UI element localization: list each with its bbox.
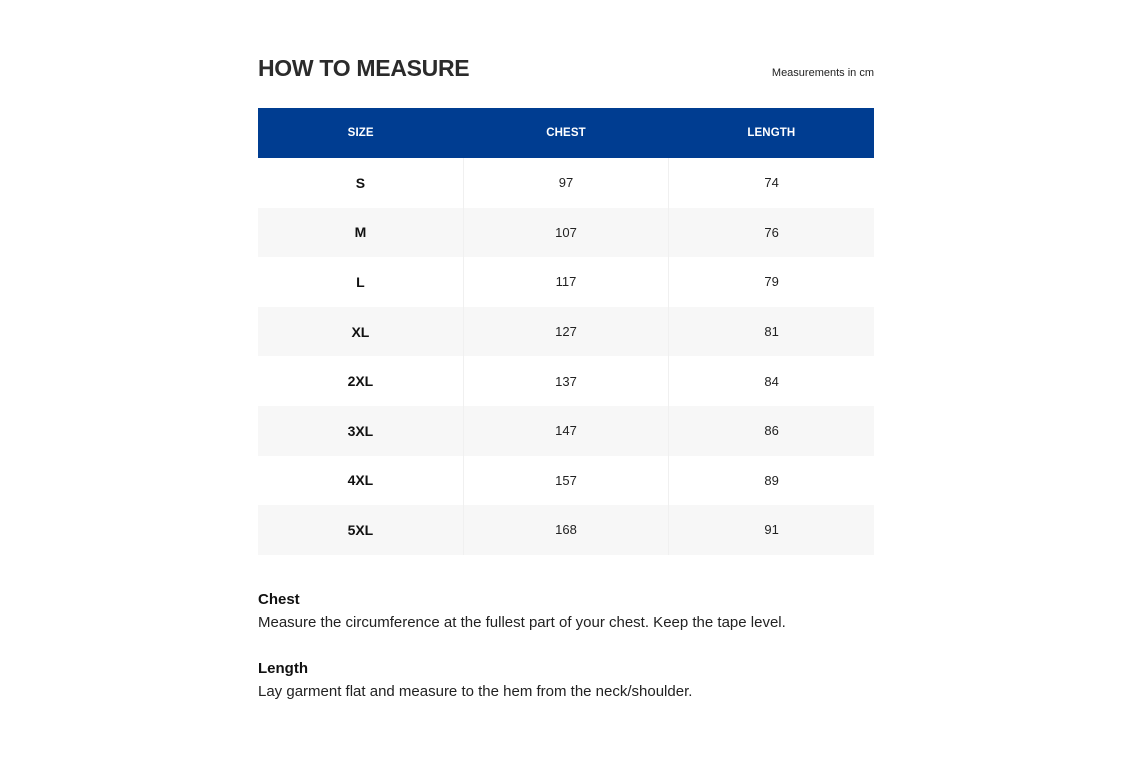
- size-table: [258, 108, 874, 555]
- table-row: [258, 158, 874, 208]
- note-text: Measure the circumference at the fullest part of your chest. Keep the tape level.: [258, 614, 786, 631]
- length-cell: 84: [764, 373, 779, 389]
- chest-cell: 117: [463, 257, 668, 307]
- table-row: [258, 406, 874, 456]
- length-cell: 89: [764, 472, 779, 488]
- table-row: [258, 257, 874, 307]
- note-title: Length: [258, 660, 308, 677]
- size-cell: 3XL: [258, 406, 463, 456]
- chest-cell: 97: [463, 158, 668, 208]
- length-cell: 76: [764, 224, 779, 240]
- table-header-row: [258, 108, 874, 158]
- length-cell: 91: [764, 522, 779, 538]
- table-row: [258, 505, 874, 555]
- size-cell: XL: [258, 307, 463, 357]
- table-row: [258, 456, 874, 506]
- size-cell: 2XL: [258, 356, 463, 406]
- note-title: Chest: [258, 591, 300, 608]
- note-length: [258, 659, 874, 702]
- chest-cell: 107: [463, 208, 668, 258]
- size-cell: 4XL: [258, 456, 463, 506]
- length-cell: 79: [764, 274, 779, 290]
- size-cell: M: [258, 208, 463, 258]
- size-cell: S: [258, 158, 463, 208]
- length-cell: 74: [764, 175, 779, 191]
- chest-cell: 157: [463, 456, 668, 506]
- column-header-size: SIZE: [347, 127, 374, 139]
- size-guide-header: [258, 55, 874, 85]
- units-note: Measurements in cm: [771, 67, 874, 79]
- table-row: [258, 356, 874, 406]
- size-cell: 5XL: [258, 505, 463, 555]
- length-cell: 81: [764, 324, 779, 340]
- chest-cell: 168: [463, 505, 668, 555]
- length-cell: 86: [764, 423, 779, 439]
- chest-cell: 127: [463, 307, 668, 357]
- table-row: [258, 307, 874, 357]
- note-chest: [258, 590, 874, 633]
- table-row: [258, 208, 874, 258]
- page-title: HOW TO MEASURE: [258, 55, 470, 81]
- chest-cell: 137: [463, 356, 668, 406]
- chest-cell: 147: [463, 406, 668, 456]
- measurement-notes: [258, 590, 874, 728]
- column-header-length: LENGTH: [747, 127, 796, 139]
- column-header-chest: CHEST: [546, 127, 586, 139]
- note-text: Lay garment flat and measure to the hem from the neck/shoulder.: [258, 683, 693, 700]
- size-cell: L: [258, 257, 463, 307]
